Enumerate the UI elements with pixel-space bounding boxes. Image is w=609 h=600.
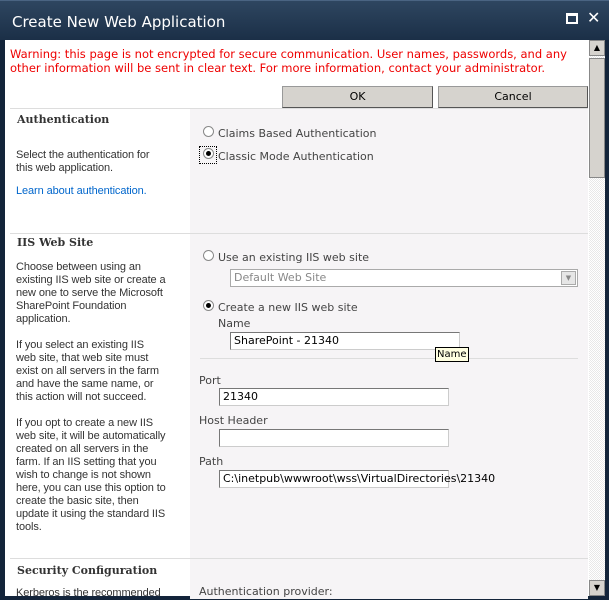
learn-auth-link[interactable]: Learn about authentication. <box>16 185 147 197</box>
divider <box>10 558 588 559</box>
auth-description: Select the authentication for this web application. <box>16 149 150 174</box>
name-label: Name <box>218 317 251 330</box>
existing-site-value: Default Web Site <box>234 271 327 284</box>
classic-label: Classic Mode Authentication <box>218 150 374 163</box>
classic-radio[interactable] <box>203 148 214 159</box>
existing-site-select[interactable] <box>230 269 578 287</box>
divider <box>10 108 588 109</box>
divider <box>200 358 578 359</box>
dialog-body <box>5 40 605 599</box>
create-new-label: Create a new IIS web site <box>218 301 358 314</box>
iis-heading: IIS Web Site <box>17 236 94 249</box>
path-label: Path <box>199 455 224 468</box>
scroll-down-icon[interactable]: ▼ <box>589 580 605 596</box>
close-icon[interactable]: ✕ <box>587 8 601 27</box>
dialog-title: Create New Web Application <box>12 13 226 31</box>
claims-label: Claims Based Authentication <box>218 127 377 140</box>
iis-desc-1: Choose between using an existing IIS web site or create a new one to serve the Microsoft SharePoint Foundation application. <box>16 261 166 325</box>
iis-desc-3: If you opt to create a new IIS web site, it will be automatically created on all servers in the farm. If an IIS setting that you wish to change is not shown here, you can use this option to create the basic site, then update it using the standard IIS tools. <box>16 417 166 533</box>
claims-radio[interactable] <box>203 126 214 137</box>
security-description: Kerberos is the recommended <box>16 587 161 599</box>
maximize-icon[interactable] <box>566 13 578 24</box>
host-header-input[interactable] <box>219 429 449 447</box>
auth-heading: Authentication <box>17 113 110 126</box>
cancel-button[interactable]: Cancel <box>438 86 588 108</box>
name-input[interactable]: SharePoint - 21340 <box>230 332 460 350</box>
security-warning: Warning: this page is not encrypted for secure communication. User names, passwords, and any other information will be sent in clear text. For more information, contact your administrator. <box>10 47 567 75</box>
security-heading: Security Configuration <box>17 564 158 577</box>
divider <box>10 233 588 234</box>
scroll-thumb[interactable] <box>589 58 605 178</box>
scroll-up-icon[interactable]: ▲ <box>589 40 605 56</box>
dialog-titlebar <box>0 0 609 40</box>
port-input[interactable]: 21340 <box>219 388 449 406</box>
use-existing-label: Use an existing IIS web site <box>218 251 370 264</box>
name-tooltip: Name <box>437 349 467 360</box>
iis-desc-2: If you select an existing IIS web site, that web site must exist on all servers in the farm and have the same name, or this action will not succeed. <box>16 339 159 403</box>
auth-provider-label: Authentication provider: <box>199 585 333 598</box>
path-input[interactable]: C:\inetpub\wwwroot\wss\VirtualDirectories\21340 <box>219 470 449 488</box>
create-new-radio[interactable] <box>203 300 214 311</box>
vertical-scrollbar[interactable] <box>589 40 605 596</box>
ok-button[interactable]: OK <box>282 86 433 108</box>
host-header-label: Host Header <box>199 414 268 427</box>
chevron-down-icon[interactable]: ▼ <box>561 271 576 285</box>
use-existing-radio[interactable] <box>203 250 214 261</box>
port-label: Port <box>199 374 221 387</box>
